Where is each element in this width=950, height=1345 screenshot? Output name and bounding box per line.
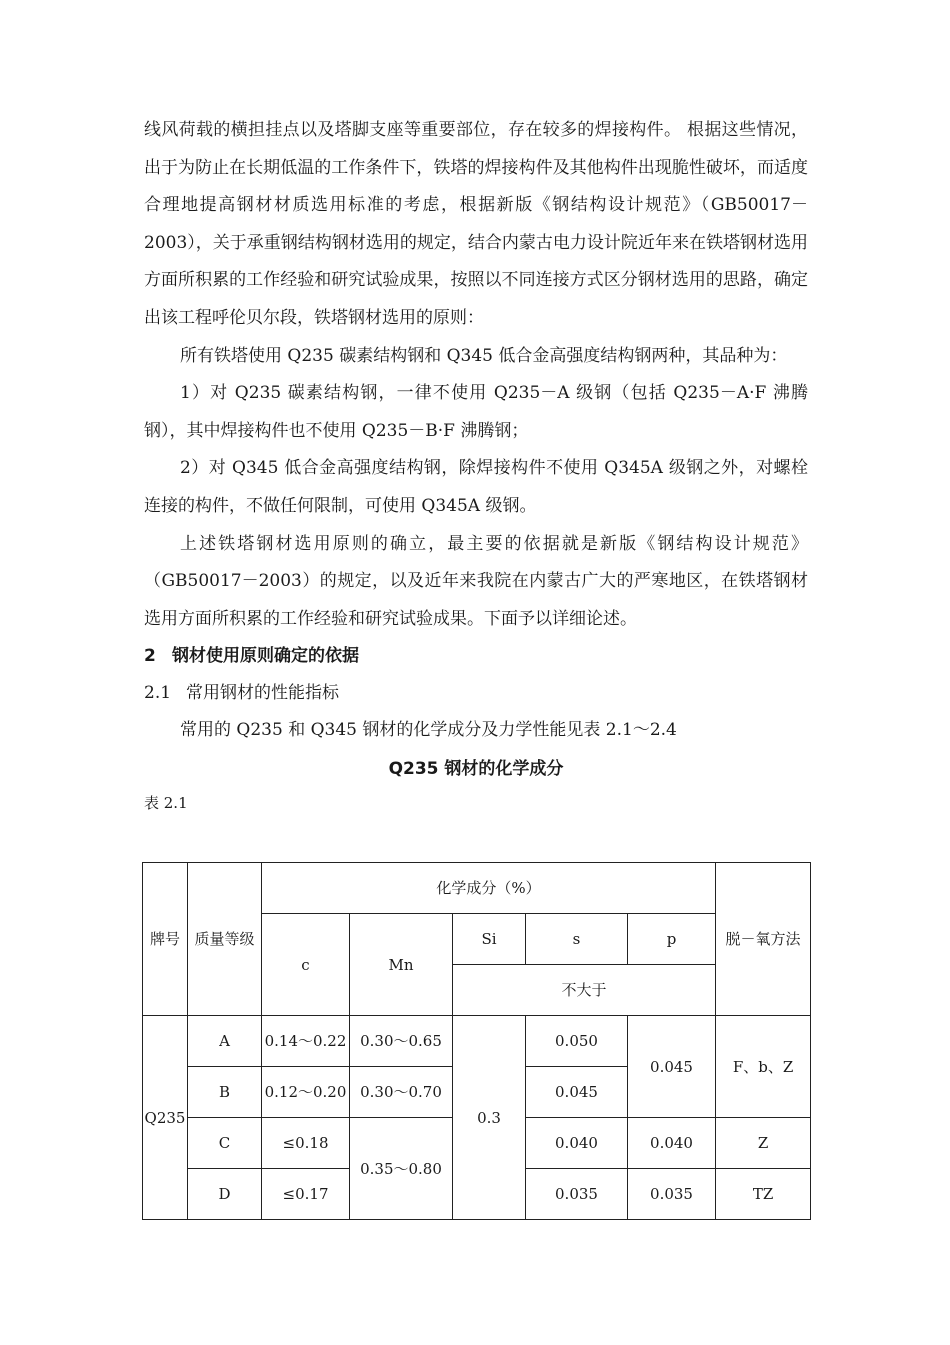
cell-c: 0.14～0.22	[262, 1016, 350, 1067]
cell-mn: 0.30～0.65	[350, 1016, 453, 1067]
header-s: s	[526, 914, 628, 965]
cell-quality: A	[188, 1016, 262, 1067]
section-heading	[144, 638, 808, 675]
table-intro: 常用的 Q235 和 Q345 钢材的化学成分及力学性能见表 2.1～2.4	[180, 720, 677, 741]
header-grade: 牌号	[143, 863, 188, 1016]
cell-c: 0.12～0.20	[262, 1067, 350, 1118]
cell-c: ≤0.18	[262, 1118, 350, 1169]
cell-s: 0.050	[526, 1016, 628, 1067]
table-caption: 表 2.1	[144, 793, 188, 812]
cell-mn: 0.30～0.70	[350, 1067, 453, 1118]
table-title: Q235 钢材的化学成分	[388, 758, 564, 779]
subsection-number: 2.1	[144, 683, 172, 704]
paragraph-3: 1）对 Q235 碳素结构钢，一律不使用 Q235－A 级钢（包括 Q235－A·F 沸腾钢），其中焊接构件也不使用 Q235－B·F 沸腾钢；	[144, 383, 808, 441]
header-mn: Mn	[350, 914, 453, 1016]
header-chem: 化学成分（%）	[262, 863, 716, 914]
cell-grade: Q235	[143, 1016, 188, 1220]
section-title: 钢材使用原则确定的依据	[172, 646, 359, 667]
header-p: p	[628, 914, 716, 965]
paragraph-1: 线风荷载的横担挂点以及塔脚支座等重要部位，存在较多的焊接构件。 根据这些情况，出于为防止在长期低温的工作条件下，铁塔的焊接构件及其他构件出现脆性破坏，而适度合理地提高钢材材质选用标准的考虑，根据新版《钢结构设计规范》（GB50017－2003），关于承重钢结构钢材选用的规定，结合内蒙古电力设计院近年来在铁塔钢材选用方面所积累的工作经验和研究试验成果，按照以不同连接方式区分钢材选用的思路，确定出该工程呼伦贝尔段，铁塔钢材选用的原则：	[144, 120, 808, 328]
cell-quality: B	[188, 1067, 262, 1118]
paragraph-5: 上述铁塔钢材选用原则的确立，最主要的依据就是新版《钢结构设计规范》（GB50017－2003）的规定，以及近年来我院在内蒙古广大的严寒地区，在铁塔钢材选用方面所积累的工作经验和研究试验成果。下面予以详细论述。	[144, 533, 808, 629]
cell-p: 0.040	[628, 1118, 716, 1169]
cell-mn: 0.35～0.80	[350, 1118, 453, 1220]
table-header-row-1	[143, 863, 811, 914]
document-body	[144, 112, 808, 816]
cell-s: 0.035	[526, 1169, 628, 1220]
cell-quality: C	[188, 1118, 262, 1169]
header-c: c	[262, 914, 350, 1016]
subsection-heading	[144, 675, 808, 712]
paragraph-4: 2）对 Q345 低合金高强度结构钢，除焊接构件不使用 Q345A 级钢之外，对螺栓连接的构件，不做任何限制，可使用 Q345A 级钢。	[144, 458, 808, 516]
cell-c: ≤0.17	[262, 1169, 350, 1220]
cell-deox: Z	[716, 1118, 811, 1169]
cell-si: 0.3	[453, 1016, 526, 1220]
subsection-title: 常用钢材的性能指标	[186, 683, 339, 704]
cell-s: 0.045	[526, 1067, 628, 1118]
cell-deox: F、b、Z	[716, 1016, 811, 1118]
header-quality: 质量等级	[188, 863, 262, 1016]
table-row	[143, 1016, 811, 1067]
section-number: 2	[144, 646, 156, 667]
chemical-composition-table	[142, 862, 811, 1220]
cell-s: 0.040	[526, 1118, 628, 1169]
cell-quality: D	[188, 1169, 262, 1220]
header-max: 不大于	[453, 965, 716, 1016]
cell-deox: TZ	[716, 1169, 811, 1220]
cell-p: 0.035	[628, 1169, 716, 1220]
paragraph-2: 所有铁塔使用 Q235 碳素结构钢和 Q345 低合金高强度结构钢两种，其品种为：	[180, 345, 788, 366]
header-si: Si	[453, 914, 526, 965]
header-deox: 脱－氧方法	[716, 863, 811, 1016]
cell-p: 0.045	[628, 1016, 716, 1118]
